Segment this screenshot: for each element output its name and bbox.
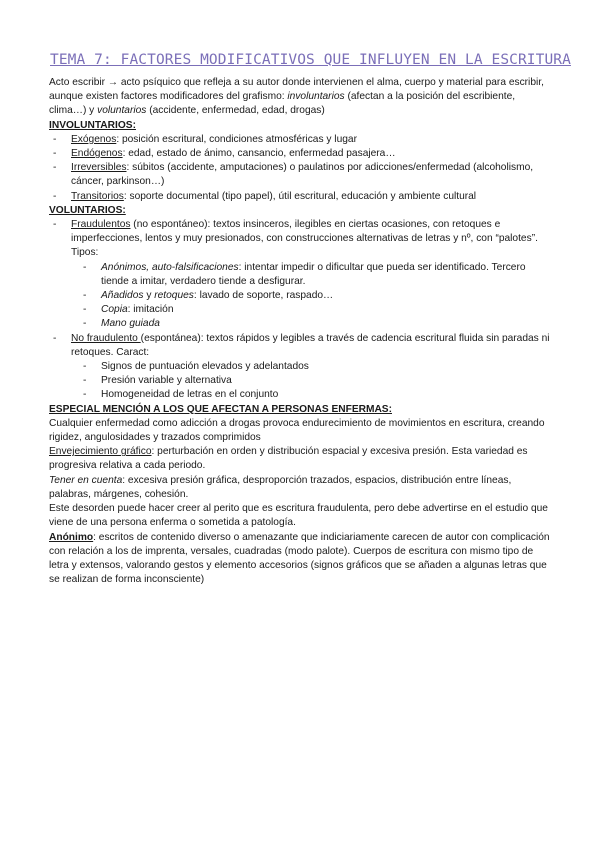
voluntarios-list <box>49 218 554 403</box>
item-text: : edad, estado de ánimo, cansancio, enfermedad pasajera… <box>122 148 396 160</box>
sub-list-item <box>77 317 554 331</box>
sub-item-term: Copia <box>101 304 128 316</box>
list-item <box>49 218 554 332</box>
list-item <box>49 332 554 403</box>
item-text: : soporte documental (tipo papel), útil escritural, educación y ambiente cultural <box>123 190 477 202</box>
item-term: Irreversibles <box>71 162 127 174</box>
fraudulentos-sublist <box>77 261 554 332</box>
list-item <box>49 161 554 189</box>
list-item <box>49 190 554 204</box>
sub-item-text: : imitación <box>127 304 174 316</box>
sub-list-item <box>77 303 554 317</box>
involuntarios-heading: INVOLUNTARIOS: <box>49 119 136 131</box>
envejecimiento-text: : perturbación en orden y distribución espacial y excesiva presión. Esta variedad es progresiva relativa a cada periodo. <box>49 446 528 472</box>
especial-paragraph-1: Cualquier enfermedad como adicción a drogas provoca endurecimiento de movimientos en escritura, creando rigidez, angulosidades y trazados comprimidos <box>49 417 545 444</box>
sub-list-item <box>77 289 554 303</box>
list-item <box>49 133 554 147</box>
sub-item-term: Anónimos, auto-falsificaciones <box>101 261 239 273</box>
envejecimiento-term: Envejecimiento gráfico <box>49 446 152 458</box>
document-page <box>49 50 571 587</box>
item-text: (espontánea): textos rápidos y legibles a través de cadencia escritural fluida sin paradas ni retoques. Caract: <box>71 332 550 358</box>
item-text: (no espontáneo): textos insinceros, ilegibles en ciertas ocasiones, con retoques e imperfecciones, lentos y muy presionados, con construcciones alternativas de letras y nº, con “palotes”. Tipos: <box>71 219 538 259</box>
especial-heading: ESPECIAL MENCIÓN A LOS QUE AFECTAN A PERSONAS ENFERMAS: <box>49 403 392 415</box>
sub-item-term: Mano guiada <box>101 318 160 330</box>
sub-item-text: : intentar impedir o dificultar que pueda ser identificado. Tercero tiende a imitar, verdadero tiende a desfigurar. <box>101 261 526 287</box>
item-term: Endógenos <box>71 148 123 160</box>
sub-list-item: - Signos de puntuación elevados y adelantados <box>77 360 554 374</box>
anonimo-text: : escritos de contenido diverso o amenazante que indiciariamente carecen de autor con complicación con relación a los de imprenta, versales, cuadradas (modo palote). Cuerpos de escritura con mismo tipo de letra y extensos, valorando gestos y elemento accesorios (signos gráficos que se añaden a algunas letras que se realizan de forma inconsciente) <box>49 531 550 586</box>
intro-text-1: Acto escribir → acto psíquico que refleja a su autor donde intervienen el alma, cuerpo y material para escribir, aunque existen factores modificadores del grafismo: <box>49 77 544 103</box>
sub-list-item: - Presión variable y alternativa <box>77 374 554 388</box>
intro-text-2: (afectan a la posición del escribiente, clima…) y <box>49 91 516 117</box>
item-text: : súbitos (accidente, amputaciones) o paulatinos por adicciones/enfermedad (alcoholismo, cáncer, parkinson…) <box>71 162 534 188</box>
involuntarios-list <box>49 133 554 204</box>
sub-list-item: - Homogeneidad de letras en el conjunto <box>77 388 554 402</box>
tener-en-cuenta-term: Tener en cuenta <box>49 474 123 486</box>
especial-paragraph-2: Este desorden puede hacer creer al perito que es escritura fraudulenta, pero debe advertirse en el estudio que viene de una persona enferma o sometida a patología. <box>49 503 548 529</box>
item-text: : posición escritural, condiciones atmosféricas y lugar <box>116 133 357 145</box>
list-item <box>49 147 554 161</box>
tener-en-cuenta-text: : excesiva presión gráfica, desproporción trazados, espacios, distribución entre líneas, palabras, márgenes, cohesión. <box>49 474 512 500</box>
intro-voluntarios: voluntarios <box>97 105 147 117</box>
sub-item-connector: y <box>143 290 155 302</box>
envejecimiento-paragraph <box>49 445 554 473</box>
item-term: Fraudulentos <box>71 219 131 231</box>
sub-item-term: Añadidos <box>101 290 144 302</box>
page-title: TEMA 7: FACTORES MODIFICATIVOS QUE INFLUYEN EN LA ESCRITURA <box>50 52 571 68</box>
item-term: Transitorios <box>71 190 124 202</box>
item-term: No fraudulento <box>71 332 141 344</box>
sub-item-text: : lavado de soporte, raspado… <box>193 290 334 302</box>
voluntarios-heading: VOLUNTARIOS: <box>49 204 126 216</box>
anonimo-paragraph <box>49 531 554 588</box>
tener-en-cuenta-paragraph <box>49 474 554 502</box>
sub-item-term: retoques <box>154 290 194 302</box>
intro-text-3: (accidente, enfermedad, edad, drogas) <box>146 105 325 117</box>
intro-paragraph <box>49 76 554 119</box>
intro-involuntarios: involuntarios <box>287 91 345 103</box>
anonimo-term: Anónimo <box>49 531 94 543</box>
sub-list-item <box>77 261 554 289</box>
item-term: Exógenos <box>71 133 117 145</box>
no-fraudulento-sublist <box>77 360 554 403</box>
